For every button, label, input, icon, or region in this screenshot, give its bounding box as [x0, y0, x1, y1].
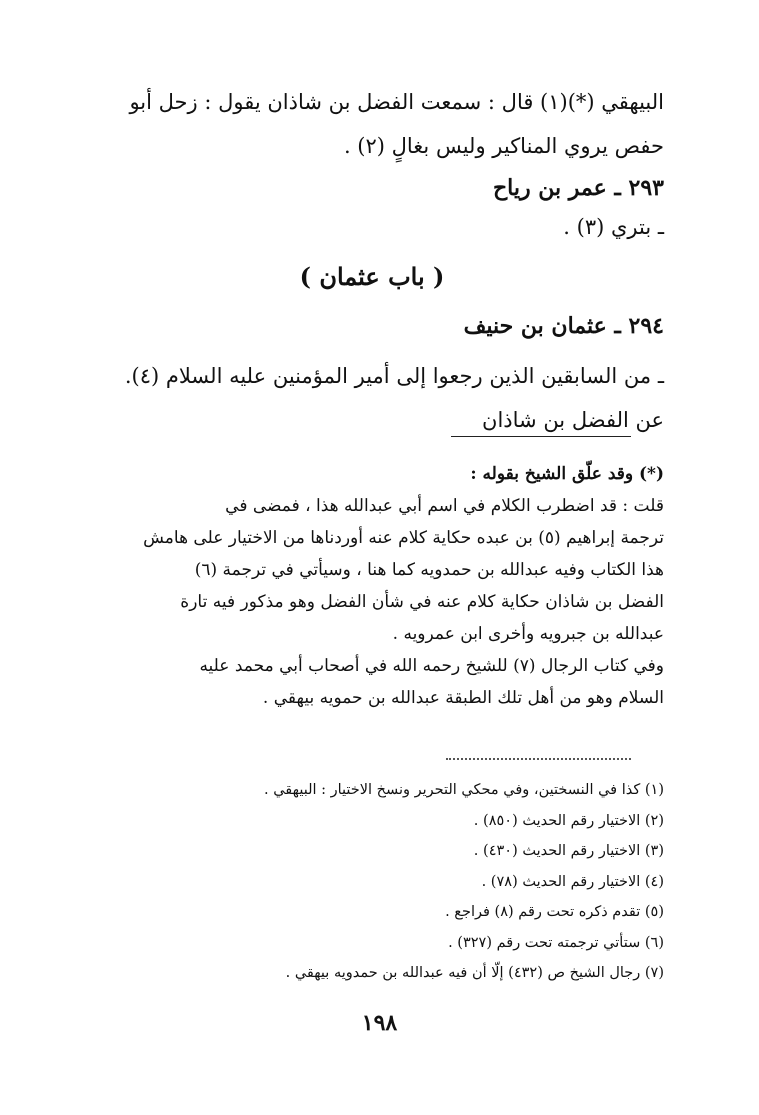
annotation-line: هذا الكتاب وفيه عبدالله بن حمدويه كما هنا ، وسيأتي في ترجمة (٦) — [194, 560, 664, 580]
footnote: (٧) رجال الشيخ ص (٤٣٢) إلّا أن فيه عبدالله بن حمدويه بيهقي . — [285, 965, 664, 981]
annotation-line: عبدالله بن جبرويه وأخرى ابن عمرويه . — [392, 624, 664, 644]
entry-293-text: ـ بتري (٣) . — [563, 215, 664, 239]
footnote: (١) كذا في النسختين، وفي محكي التحرير ونسخ الاختيار : البيهقي . — [264, 782, 664, 798]
section-heading: ( باب عثمان ) — [299, 262, 445, 291]
footnote: (٥) تقدم ذكره تحت رقم (٨) فراجع . — [445, 904, 664, 920]
annotation-heading: (*) وقد علّق الشيخ بقوله : — [470, 464, 664, 484]
entry-293-title: ٢٩٣ ـ عمر بن رياح — [492, 175, 664, 201]
text-line: ـ من السابقين الذين رجعوا إلى أمير المؤمنين عليه السلام (٤). — [124, 364, 664, 388]
text-line: حفص يروي المناكير وليس بغالٍ (٢) . — [343, 134, 664, 158]
footnote: (٤) الاختيار رقم الحديث (٧٨) . — [481, 873, 664, 890]
footnote-separator — [446, 758, 631, 760]
annotation-line: السلام وهو من أهل تلك الطبقة عبدالله بن حمويه بيهقي . — [262, 688, 664, 708]
annotation-line: الفضل بن شاذان حكاية كلام عنه في شأن الفضل وهو مذكور فيه تارة — [180, 592, 664, 612]
annotation-line: قلت : قد اضطرب الكلام في اسم أبي عبدالله هذا ، فمضى في — [225, 496, 664, 516]
footnote: (٦) ستأتي ترجمته تحت رقم (٣٢٧) . — [448, 934, 664, 951]
footnote: (٢) الاختيار رقم الحديث (٨٥٠) . — [473, 812, 664, 829]
entry-293 — [80, 168, 664, 246]
footnote: (٣) الاختيار رقم الحديث (٤٣٠) . — [473, 843, 664, 859]
text-line: عن الفضل بن شاذان — [482, 408, 664, 432]
annotation-line: ترجمة إبراهيم (٥) بن عبده حكاية كلام عنه أوردناها من الاختيار على هامش — [143, 528, 664, 548]
entry-294-title: ٢٩٤ ـ عثمان بن حنيف — [463, 313, 664, 339]
page-number: ١٩٨ — [361, 1010, 398, 1036]
separator-rule — [451, 436, 631, 437]
entry-292-continuation — [80, 80, 664, 168]
footnotes — [80, 775, 664, 989]
entry-294 — [80, 306, 664, 442]
entry-294-body — [80, 354, 664, 442]
annotation — [80, 458, 664, 714]
text-line: البيهقي (*)(١) قال : سمعت الفضل بن شاذان يقول : زحل أبو — [129, 90, 664, 114]
annotation-line: وفي كتاب الرجال (٧) للشيخ رحمه الله في أصحاب أبي محمد عليه — [199, 656, 664, 676]
